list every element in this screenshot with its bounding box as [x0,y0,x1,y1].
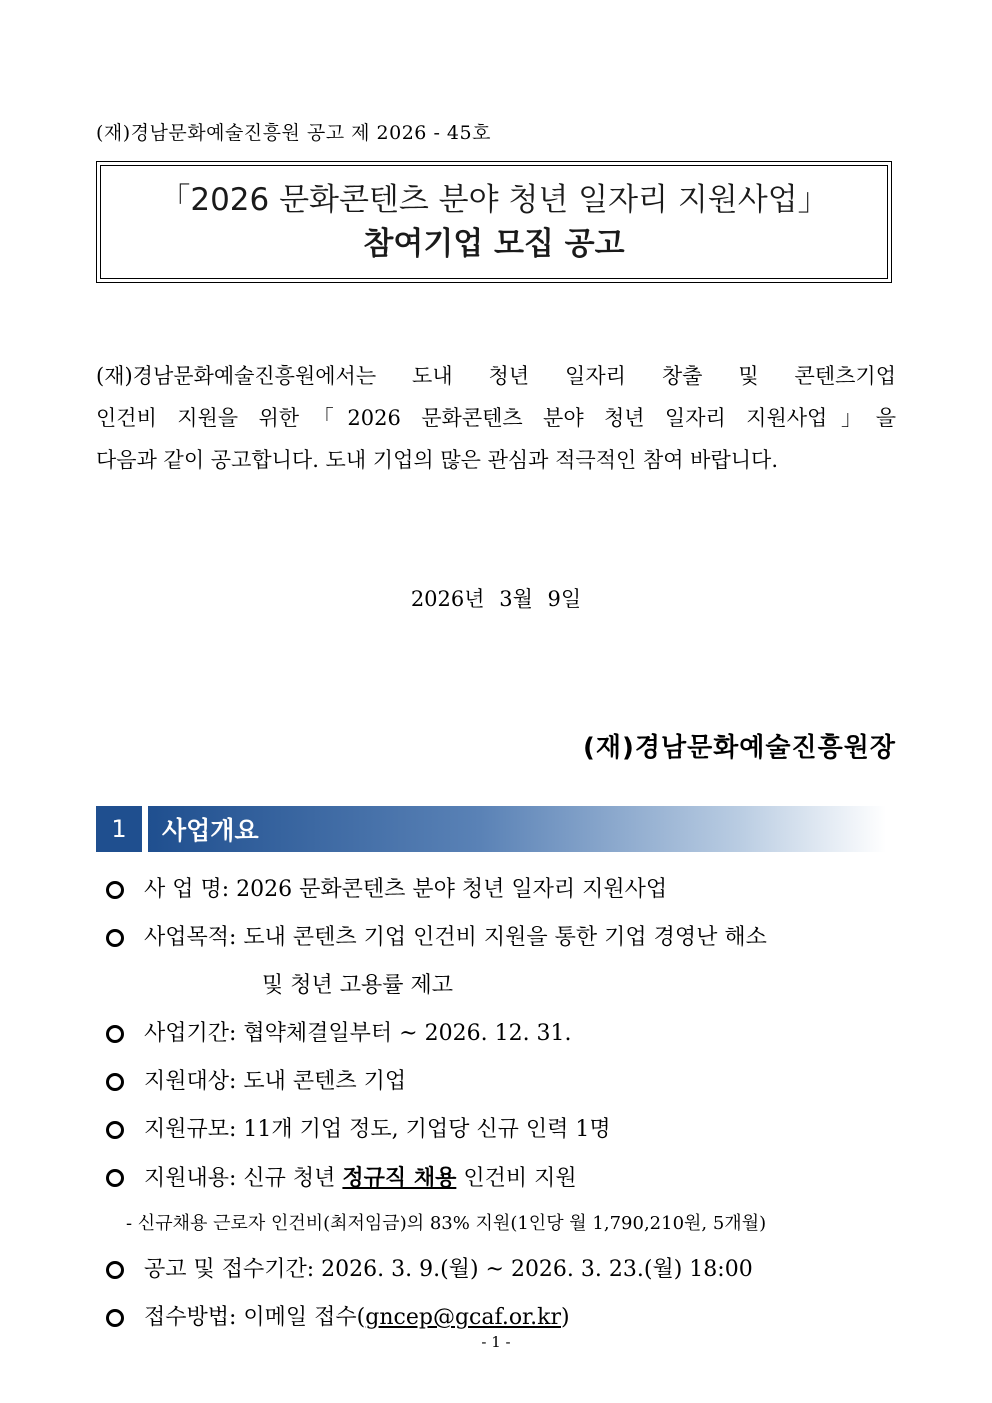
section-header [96,806,886,852]
intro-paragraph [96,355,896,481]
intro-line: 다음과 같이 공고합니다. 도내 기업의 많은 관심과 적극적인 참여 바랍니다. [96,448,779,472]
title-box [96,161,892,283]
support-content-prefix: 지원내용: 신규 청년 [144,1166,343,1191]
business-period: 사업기간: 협약체결일부터 ~ 2026. 12. 31. [144,1021,572,1046]
list-item [100,1246,900,1294]
support-target: 지원대상: 도내 콘텐츠 기업 [144,1069,407,1094]
reception-method-suffix: ) [561,1305,570,1330]
circle-bullet-icon [106,1025,124,1043]
support-scale: 지원규모: 11개 기업 정도, 기업당 신규 인력 1명 [144,1117,611,1142]
list-item [100,1106,900,1154]
intro-line: (재)경남문화예술진흥원에서는 도내 청년 일자리 창출 및 콘텐츠기업 [96,364,896,388]
email-link[interactable]: gncep@gcaf.or.kr [365,1305,561,1330]
page-title: 「2026 문화콘텐츠 분야 청년 일자리 지원사업」 [159,182,829,218]
reception-method-prefix: 접수방법: 이메일 접수( [144,1305,366,1330]
list-item [100,866,900,914]
support-content-suffix: 인건비 지원 [456,1166,577,1191]
notice-date: 2026년 3월 9일 [410,587,582,611]
support-content-detail: - 신규채용 근로자 인건비(최저임금)의 83% 지원(1인당 월 1,790,210원, 5개월) [126,1213,767,1234]
notice-number: (재)경남문화예술진흥원 공고 제 2026 - 45호 [96,122,491,144]
reception-period: 공고 및 접수기간: 2026. 3. 9.(월) ~ 2026. 3. 23.(월) 18:00 [144,1257,753,1282]
list-item [100,1010,900,1058]
issuer-name: (재)경남문화예술진흥원장 [582,733,896,763]
title-inner [100,165,888,279]
business-name: 사 업 명: 2026 문화콘텐츠 분야 청년 일자리 지원사업 [144,877,668,902]
business-purpose-continued: 및 청년 고용률 제고 [262,973,453,998]
list-item [100,1154,900,1202]
circle-bullet-icon [106,929,124,947]
circle-bullet-icon [106,1309,124,1327]
intro-line: 인건비 지원을 위한「2026 문화콘텐츠 분야 청년 일자리 지원사업」을 [96,406,896,430]
page-number: - 1 - [481,1333,511,1351]
circle-bullet-icon [106,1121,124,1139]
business-purpose: 사업목적: 도내 콘텐츠 기업 인건비 지원을 통한 기업 경영난 해소 [144,925,767,950]
circle-bullet-icon [106,1261,124,1279]
circle-bullet-icon [106,881,124,899]
section-title: 사업개요 [148,806,886,852]
list-item [100,914,900,1010]
circle-bullet-icon [106,1169,124,1187]
list-item [100,1058,900,1106]
overview-list [100,866,900,1342]
circle-bullet-icon [106,1073,124,1091]
page-subtitle: 참여기업 모집 공고 [363,226,625,262]
section-number: 1 [96,806,142,852]
support-content-emphasis: 정규직 채용 [342,1165,457,1191]
